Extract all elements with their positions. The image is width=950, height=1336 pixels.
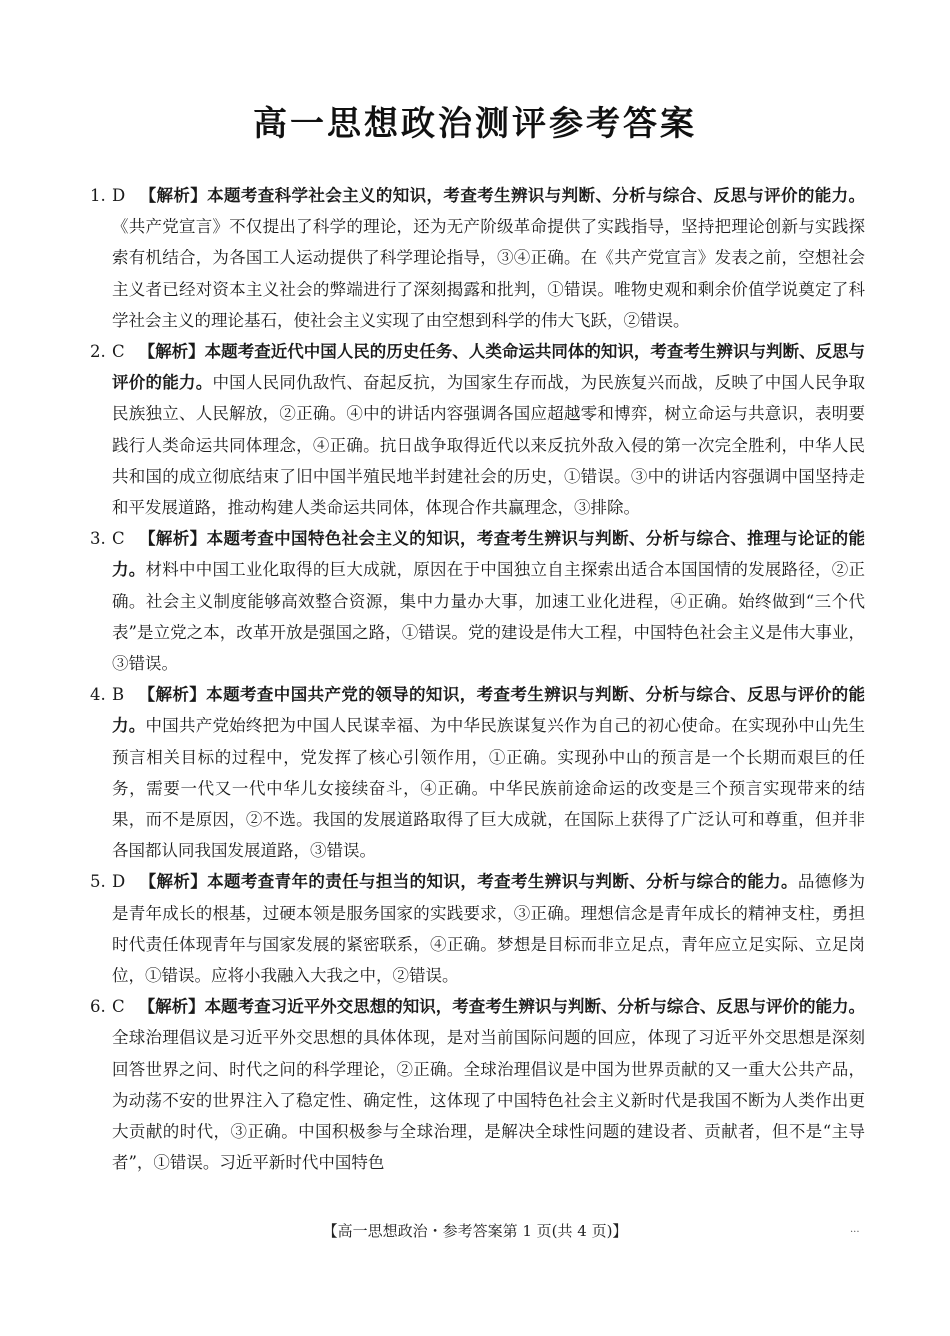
analysis-lead: 本题考查青年的责任与担当的知识，考查考生辨识与判断、分析与综合的能力。	[207, 872, 798, 892]
item-number: 6.	[90, 997, 106, 1017]
item-answer: B	[112, 685, 125, 705]
analysis-lead: 本题考查近代中国人民的历史任务、人类命运共同体的知识，考查考生辨识与判断、反思与评价的能力。	[112, 342, 866, 393]
analysis-body: 中国人民同仇敌忾、奋起反抗，为国家生存而战，为民族复兴而战，反映了中国人民争取民族独立、人民解放，②正确。④中的讲话内容强调各国应超越零和博弈，树立命运与共意识，表明要践行人类命运共同体理念，④正确。抗日战争取得近代以来反抗外敌入侵的第一次完全胜利，中华人民共和国的成立彻底结束了旧中国半殖民地半封建社会的历史，①错误。③中的讲话内容强调中国坚持走和平发展道路，推动构建人类命运共同体，体现合作共赢理念，③排除。	[112, 373, 866, 518]
page-footer: 【高一思想政治・参考答案第 1 页(共 4 页)】	[322, 1222, 628, 1240]
item-answer: C	[112, 529, 125, 549]
analysis-label: 【解析】	[138, 997, 205, 1017]
answer-item-4	[90, 679, 865, 866]
analysis-body: 品德修为是青年成长的根基，过硬本领是服务国家的实践要求，③正确。理想信念是青年成长的精神支柱，勇担时代责任体现青年与国家发展的紧密联系，④正确。梦想是目标而非立足点，青年应立足实际、立足岗位，①错误。应将小我融入大我之中，②错误。	[112, 872, 866, 986]
answer-list	[90, 180, 865, 1179]
answer-item-1	[90, 180, 865, 336]
item-number: 4.	[90, 685, 106, 705]
analysis-lead: 本题考查科学社会主义的知识，考查考生辨识与判断、分析与综合、反思与评价的能力。	[207, 186, 866, 205]
analysis-label: 【解析】	[138, 529, 207, 549]
analysis-body: 中国共产党始终把为中国人民谋幸福、为中华民族谋复兴作为自己的初心使命。在实现孙中山先生预言相关目标的过程中，党发挥了核心引领作用，①正确。实现孙中山的预言是一个长期而艰巨的任务，需要一代又一代中华儿女接续奋斗，④正确。中华民族前途命运的改变是三个预言实现带来的结果，而不是原因，②不选。我国的发展道路取得了巨大成就，在国际上获得了广泛认可和尊重，但并非各国都认同我国发展道路，③错误。	[112, 716, 866, 861]
item-answer: C	[112, 342, 125, 362]
item-number: 5.	[90, 872, 106, 892]
analysis-lead: 本题考查中国特色社会主义的知识，考查考生辨识与判断、分析与综合、推理与论证的能力。	[112, 529, 866, 580]
item-answer: D	[112, 186, 126, 205]
item-answer: C	[112, 997, 125, 1017]
answer-item-2	[90, 336, 865, 523]
item-number: 2.	[90, 342, 106, 362]
answer-item-6	[90, 991, 865, 1178]
analysis-label: 【解析】	[138, 685, 207, 705]
item-number: 1.	[90, 186, 106, 205]
analysis-lead: 本题考查中国共产党的领导的知识，考查考生辨识与判断、分析与综合、反思与评价的能力。	[112, 685, 866, 736]
analysis-lead: 本题考查习近平外交思想的知识，考查考生辨识与判断、分析与综合、反思与评价的能力。	[204, 997, 866, 1017]
answer-item-3	[90, 523, 865, 679]
analysis-label: 【解析】	[138, 342, 205, 362]
item-number: 3.	[90, 529, 106, 549]
analysis-label: 【解析】	[139, 186, 208, 205]
analysis-body: 材料中中国工业化取得的巨大成就，原因在于中国独立自主探索出适合本国国情的发展路径，②正确。社会主义制度能够高效整合资源，集中力量办大事，加速工业化进程，④正确。始终做到“三个代表”是立党之本，改革开放是强国之路，①错误。党的建设是伟大工程，中国特色社会主义是伟大事业，③错误。	[112, 560, 866, 674]
corner-mark: ...	[850, 1224, 860, 1235]
page-title: 高一思想政治测评参考答案	[253, 104, 697, 144]
answer-item-5	[90, 866, 865, 991]
analysis-label: 【解析】	[139, 872, 208, 892]
analysis-body: 《共产党宣言》不仅提出了科学的理论，还为无产阶级革命提供了实践指导，坚持把理论创新与实践探索有机结合，为各国工人运动提供了科学理论指导，③④正确。在《共产党宣言》发表之前，空想社会主义者已经对资本主义社会的弊端进行了深刻揭露和批判，①错误。唯物史观和剩余价值学说奠定了科学社会主义的理论基石，使社会主义实现了由空想到科学的伟大飞跃，②错误。	[112, 217, 865, 330]
item-answer: D	[112, 872, 126, 892]
analysis-body: 全球治理倡议是习近平外交思想的具体体现，是对当前国际问题的回应，体现了习近平外交思想是深刻回答世界之问、时代之问的科学理论，②正确。全球治理倡议是中国为世界贡献的又一重大公共产品，为动荡不安的世界注入了稳定性、确定性，这体现了中国特色社会主义新时代是我国不断为人类作出更大贡献的时代，③正确。中国积极参与全球治理，是解决全球性问题的建设者、贡献者，但不是“主导者”，①错误。习近平新时代中国特色	[112, 1028, 865, 1173]
